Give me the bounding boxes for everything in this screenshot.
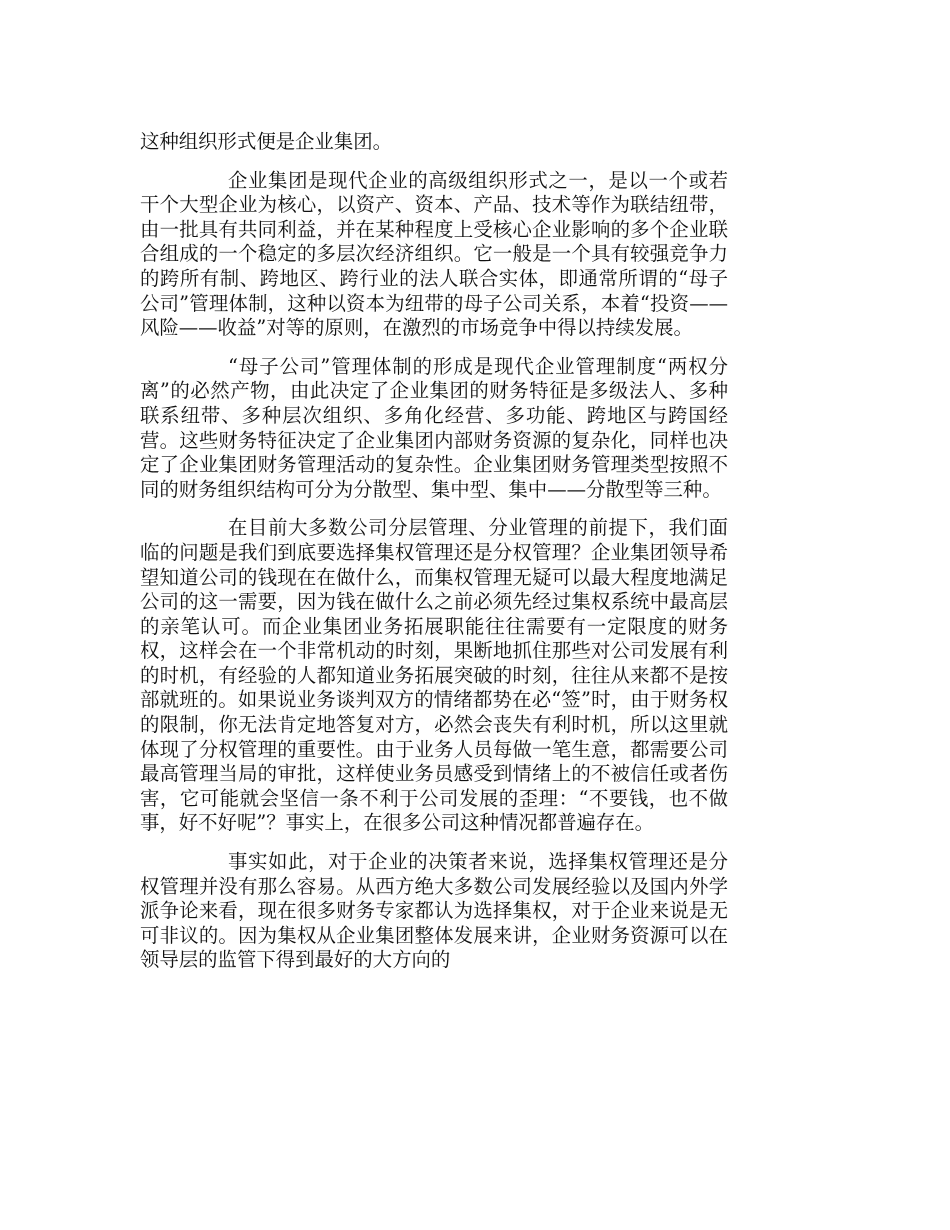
document-page: [140, 130, 728, 987]
paragraph-centralization-vs-decentralization: 在目前大多数公司分层管理、分业管理的前提下，我们面临的问题是我们到底要选择集权管理还是分权管理？企业集团领导希望知道公司的钱现在在做什么，而集权管理无疑可以最大程度地满足公司的这一需要，因为钱在做什么之前必须先经过集权系统中最高层的亲笔认可。而企业集团业务拓展职能往往需要有一定限度的财务权，这样会在一个非常机动的时刻，果断地抓住那些对公司发展有利的时机，有经验的人都知道业务拓展突破的时刻，往往从来都不是按部就班的。如果说业务谈判双方的情绪都势在必“签”时，由于财务权的限制，你无法肯定地答复对方，必然会丧失有利时机，所以这里就体现了分权管理的重要性。由于业务人员每做一笔生意，都需要公司最高管理当局的审批，这样使业务员感受到情绪上的不被信任或者伤害，它可能就会坚信一条不利于公司发展的歪理：“不要钱，也不做事，好不好呢”？事实上，在很多公司这种情况都普遍存在。: [140, 516, 728, 835]
paragraph-parent-subsidiary-system: “母子公司”管理体制的形成是现代企业管理制度“两权分离”的必然产物，由此决定了企业集团的财务特征是多级法人、多种联系纽带、多种层次组织、多角化经营、多功能、跨地区与跨国经营。这些财务特征决定了企业集团内部财务资源的复杂化，同样也决定了企业集团财务管理活动的复杂性。企业集团财务管理类型按照不同的财务组织结构可分为分散型、集中型、集中——分散型等三种。: [140, 354, 728, 501]
paragraph-enterprise-group-definition: 企业集团是现代企业的高级组织形式之一，是以一个或若干个大型企业为核心，以资产、资本、产品、技术等作为联结纽带，由一批具有共同利益，并在某种程度上受核心企业影响的多个企业联合组成的一个稳定的多层次经济组织。它一般是一个具有较强竞争力的跨所有制、跨地区、跨行业的法人联合实体，即通常所谓的“母子公司”管理体制，这种以资本为纽带的母子公司关系，本着“投资——风险——收益”对等的原则，在激烈的市场竞争中得以持续发展。: [140, 168, 728, 340]
paragraph-decision-makers: 事实如此，对于企业的决策者来说，选择集权管理还是分权管理并没有那么容易。从西方绝大多数公司发展经验以及国内外学派争论来看，现在很多财务专家都认为选择集权，对于企业来说是无可非议的。因为集权从企业集团整体发展来讲，企业财务资源可以在领导层的监管下得到最好的大方向的: [140, 850, 728, 972]
paragraph-continuation: 这种组织形式便是企业集团。: [140, 130, 393, 153]
